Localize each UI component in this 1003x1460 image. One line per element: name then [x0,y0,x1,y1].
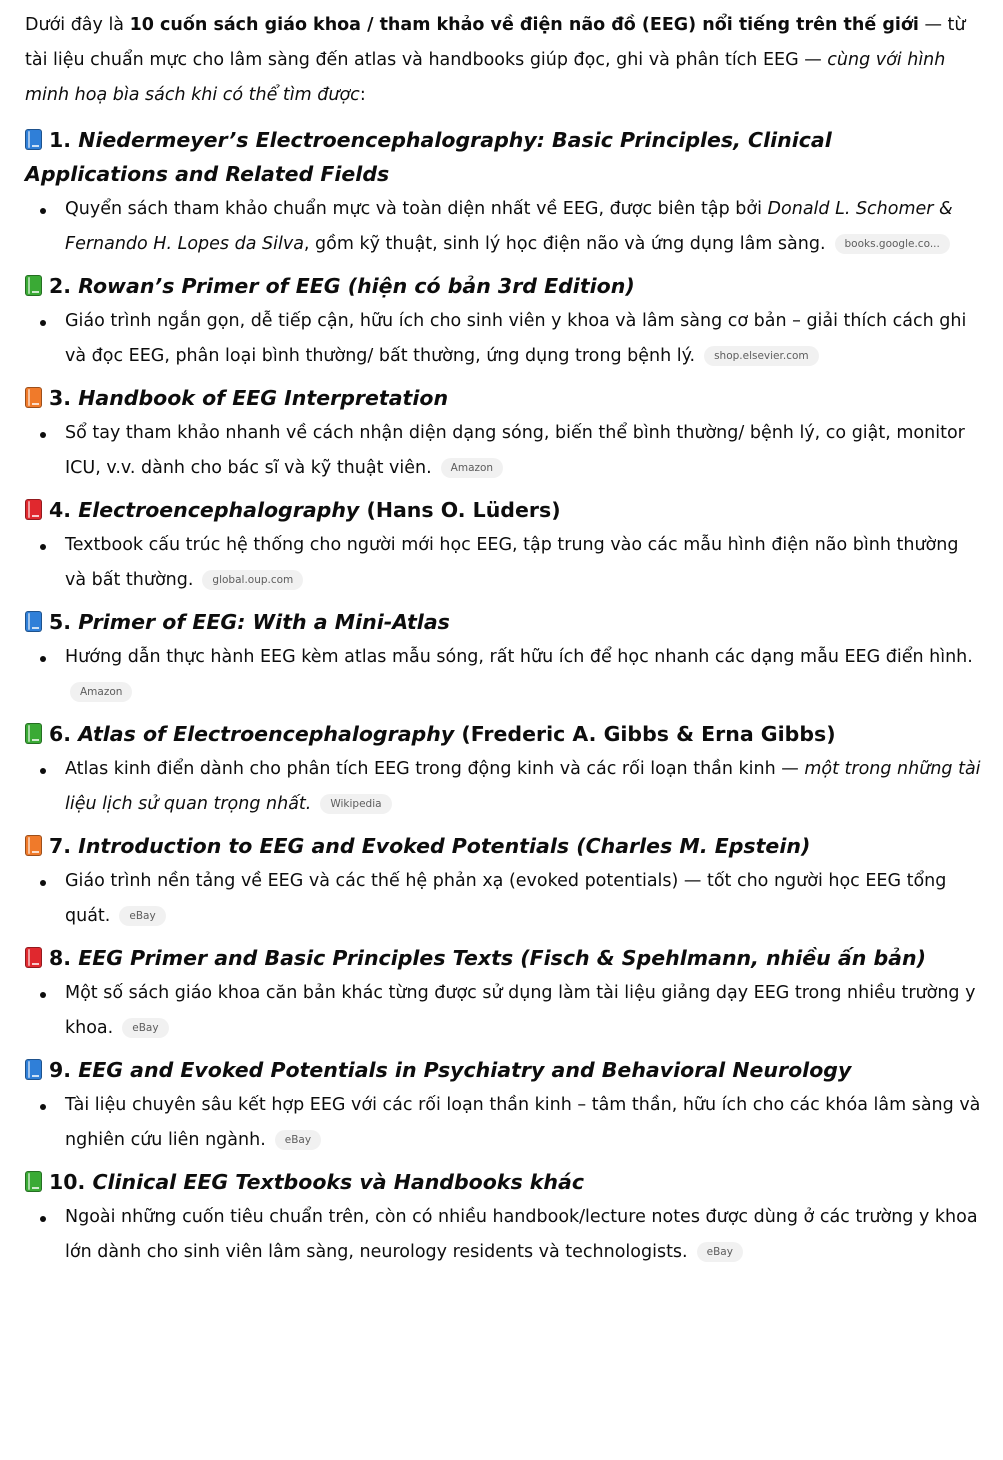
blue-book-icon [25,129,42,150]
book-description-list [25,751,981,824]
book-entry-5 [25,600,981,712]
book-description-list [25,303,981,376]
source-link-chip[interactable]: books.google.co... [835,234,950,254]
book-title: Rowan’s Primer of EEG (hiện có bản 3rd Edition) [78,274,635,298]
book-number: 3. [49,386,79,410]
book-number: 6. [49,722,79,746]
book-entry-10 [25,1160,981,1272]
book-heading [25,824,981,863]
book-number: 9. [49,1058,79,1082]
book-heading [25,376,981,415]
description-text: Textbook cấu trúc hệ thống cho người mới học EEG, tập trung vào các mẫu hình điện não bình thường và bất thường. [65,535,959,590]
source-link-chip[interactable]: eBay [275,1130,321,1150]
book-number: 1. [49,128,79,152]
book-description-list [25,1199,981,1272]
book-entry-4 [25,488,981,600]
book-title: EEG and Evoked Potentials in Psychiatry and Behavioral Neurology [78,1058,852,1082]
book-description [65,1199,981,1272]
book-title: Introduction to EEG and Evoked Potentials (Charles M. Epstein) [78,834,811,858]
green-book-icon [25,275,42,296]
book-description [65,639,981,712]
book-description-list [25,415,981,488]
green-book-icon [25,723,42,744]
source-link-chip[interactable]: eBay [697,1242,743,1262]
book-entry-7 [25,824,981,936]
description-text: Hướng dẫn thực hành EEG kèm atlas mẫu sóng, rất hữu ích để học nhanh các dạng mẫu EEG điển hình. [65,647,973,667]
book-description-list [25,639,981,712]
book-author: (Hans O. Lüders) [359,498,561,522]
book-number: 8. [49,946,79,970]
source-link-chip[interactable]: shop.elsevier.com [704,346,819,366]
description-text: Một số sách giáo khoa căn bản khác từng được sử dụng làm tài liệu giảng dạy EEG trong nhiều trường y khoa. [65,983,976,1038]
source-link-chip[interactable]: Amazon [70,682,132,702]
book-heading [25,712,981,751]
description-text-end: , gồm kỹ thuật, sinh lý học điện não và ứng dụng lâm sàng. [303,234,826,254]
book-description [65,1087,981,1160]
book-heading [25,936,981,975]
green-book-icon [25,1171,42,1192]
intro-text-continued: — từ tài liệu chuẩn mực cho lâm sàng đến atlas và handbooks giúp đọc, ghi và phân tích EEG — [25,15,966,70]
book-entry-3 [25,376,981,488]
book-description-list [25,863,981,936]
description-text: Tài liệu chuyên sâu kết hợp EEG với các rối loạn thần kinh – tâm thần, hữu ích cho các khóa lâm sàng và nghiên cứu liên ngành. [65,1095,981,1150]
book-title: EEG Primer and Basic Principles Texts (Fisch & Spehlmann, nhiều ấn bản) [78,946,926,970]
red-book-icon [25,499,42,520]
book-entry-1 [25,118,981,264]
book-heading [25,488,981,527]
book-description-list [25,191,981,264]
book-title: Primer of EEG: With a Mini-Atlas [78,610,450,634]
book-author: (Frederic A. Gibbs & Erna Gibbs) [454,722,836,746]
book-title: Handbook of EEG Interpretation [78,386,449,410]
intro-paragraph [25,8,981,113]
book-description [65,415,981,488]
intro-text-end: : [359,85,366,105]
book-title: Clinical EEG Textbooks và Handbooks khác [92,1170,584,1194]
book-heading [25,264,981,303]
description-italic-text: một trong những tài liệu lịch sử quan trọng nhất. [65,759,981,814]
book-description-list [25,975,981,1048]
book-entry-9 [25,1048,981,1160]
blue-book-icon [25,1059,42,1080]
book-heading [25,1048,981,1087]
book-number: 4. [49,498,79,522]
book-heading [25,1160,981,1199]
book-description [65,975,981,1048]
intro-text: Dưới đây là [25,15,130,35]
blue-book-icon [25,611,42,632]
book-entry-6 [25,712,981,824]
description-text: Sổ tay tham khảo nhanh về cách nhận diện dạng sóng, biến thể bình thường/ bệnh lý, co giật, monitor ICU, v.v. dành cho bác sĩ và kỹ thuật viên. [65,423,965,478]
source-link-chip[interactable]: eBay [119,906,165,926]
book-description [65,751,981,824]
book-number: 7. [49,834,79,858]
book-title: Electroencephalography [78,498,360,522]
book-title: Niedermeyer’s Electroencephalography: Basic Principles, Clinical Applications and Related Fields [25,128,832,186]
book-description [65,303,981,376]
description-text: Giáo trình ngắn gọn, dễ tiếp cận, hữu ích cho sinh viên y khoa và lâm sàng cơ bản – giải thích cách ghi và đọc EEG, phân loại bình thường/ bất thường, ứng dụng trong bệnh lý. [65,311,967,366]
book-number: 2. [49,274,79,298]
red-book-icon [25,947,42,968]
orange-book-icon [25,387,42,408]
source-link-chip[interactable]: Wikipedia [320,794,391,814]
book-description-list [25,527,981,600]
description-text: Quyển sách tham khảo chuẩn mực và toàn diện nhất về EEG, được biên tập bởi [65,199,768,219]
book-heading [25,118,981,191]
orange-book-icon [25,835,42,856]
book-description [65,863,981,936]
description-text: Giáo trình nền tảng về EEG và các thế hệ phản xạ (evoked potentials) — tốt cho người học EEG tổng quát. [65,871,947,926]
book-title: Atlas of Electroencephalography [78,722,455,746]
book-number: 10. [49,1170,93,1194]
description-text: Ngoài những cuốn tiêu chuẩn trên, còn có nhiều handbook/lecture notes được dùng ở các trường y khoa lớn dành cho sinh viên lâm sàng, neurology residents và technologists. [65,1207,978,1262]
book-entry-8 [25,936,981,1048]
book-description-list [25,1087,981,1160]
source-link-chip[interactable]: eBay [122,1018,168,1038]
intro-bold-text: 10 cuốn sách giáo khoa / tham khảo về điện não đồ (EEG) nổi tiếng trên thế giới [129,15,919,35]
book-entry-2 [25,264,981,376]
book-description [65,527,981,600]
intro-italic-text: cùng với hình minh hoạ bìa sách khi có thể tìm được [25,50,946,105]
book-number: 5. [49,610,79,634]
source-link-chip[interactable]: Amazon [441,458,503,478]
source-link-chip[interactable]: global.oup.com [202,570,303,590]
book-description [65,191,981,264]
book-heading [25,600,981,639]
book-list [25,118,981,1272]
description-italic-text: Donald L. Schomer & Fernando H. Lopes da Silva [65,199,953,254]
description-text: Atlas kinh điển dành cho phân tích EEG trong động kinh và các rối loạn thần kinh — [65,759,805,779]
